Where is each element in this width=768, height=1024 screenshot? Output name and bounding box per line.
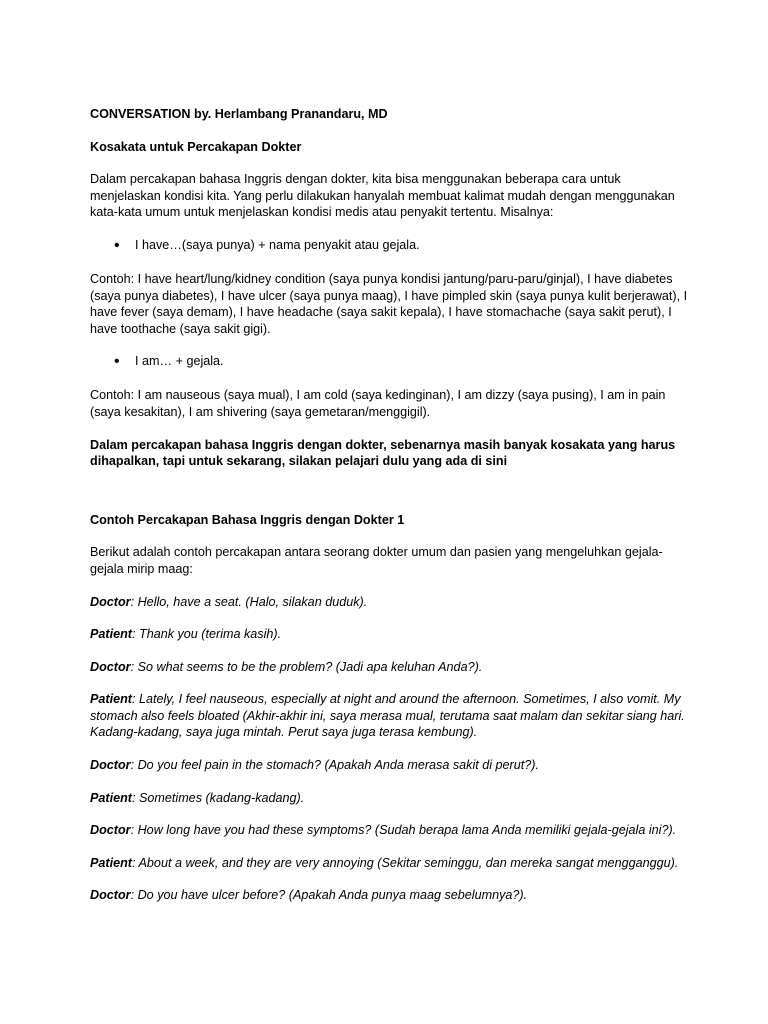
dialogue-text: : About a week, and they are very annoying (Sekitar seminggu, dan mereka sangat mengganggu). bbox=[132, 855, 679, 870]
dialogue-text: : Thank you (terima kasih). bbox=[132, 627, 282, 642]
speaker-label: Patient bbox=[90, 790, 132, 805]
bullet-text: I am… + gejala. bbox=[135, 354, 224, 369]
speaker-label: Doctor bbox=[90, 594, 131, 609]
speaker-label: Patient bbox=[90, 855, 132, 870]
speaker-label: Patient bbox=[90, 627, 132, 642]
example-paragraph-2: Contoh: I am nauseous (saya mual), I am cold (saya kedinginan), I am dizzy (saya pusing), I am in pain (saya kesakitan), I am shivering (saya gemetaran/menggigil). bbox=[90, 388, 666, 419]
dialogue-text: : Hello, have a seat. (Halo, silakan duduk). bbox=[130, 594, 368, 609]
dialogue-line bbox=[90, 757, 688, 774]
example-paragraph-1: Contoh: I have heart/lung/kidney condition (saya punya kondisi jantung/paru-paru/ginjal), I have diabetes (saya punya diabetes), I have ulcer (saya punya maag), I have pimpled skin (saya punya kulit berjerawat), I have fever (saya demam), I have headache (saya sakit kepala), I have stomachache (saya sakit perut), I have toothache (saya sakit gigi). bbox=[90, 271, 688, 336]
closing-paragraph: Dalam percakapan bahasa Inggris dengan dokter, sebenarnya masih banyak kosakata yang harus dihapalkan, tapi untuk sekarang, silakan pelajari dulu yang ada di sini bbox=[90, 437, 676, 469]
document-title: CONVERSATION by. Herlambang Pranandaru, MD bbox=[90, 107, 388, 121]
dialogue-text: : Sometimes (kadang-kadang). bbox=[132, 790, 305, 805]
dialogue-line bbox=[90, 822, 688, 839]
section-heading-vocabulary: Kosakata untuk Percakapan Dokter bbox=[90, 139, 302, 154]
dialogue-line bbox=[90, 626, 688, 643]
speaker-label: Patient bbox=[90, 692, 132, 707]
speaker-label: Doctor bbox=[90, 888, 131, 903]
bullet-icon: • bbox=[114, 353, 120, 371]
bullet-item-i-am bbox=[90, 353, 688, 371]
bullet-icon: • bbox=[114, 236, 120, 254]
dialogue-line bbox=[90, 594, 688, 611]
dialogue-text: : How long have you had these symptoms? (Sudah berapa lama Anda memiliki gejala-gejala ini?). bbox=[130, 823, 677, 838]
dialogue-text: : Do you have ulcer before? (Apakah Anda punya maag sebelumnya?). bbox=[130, 888, 528, 903]
dialogue-text: : Lately, I feel nauseous, especially at night and around the afternoon. Sometimes, I also vomit. My stomach also feels bloated (Akhir-akhir ini, saya merasa mual, terutama saat malam dan sekitar siang hari. Kadang-kadang, saya juga mintah. Perut saya juga terasa kembung). bbox=[90, 692, 685, 740]
dialogue-line bbox=[90, 855, 688, 872]
dialogue-text: : So what seems to be the problem? (Jadi apa keluhan Anda?). bbox=[130, 659, 483, 674]
dialogue-text: : Do you feel pain in the stomach? (Apakah Anda merasa sakit di perut?). bbox=[130, 758, 539, 773]
conversation-intro: Berikut adalah contoh percakapan antara seorang dokter umum dan pasien yang mengeluhkan gejala-gejala mirip maag: bbox=[90, 545, 663, 576]
dialogue-line bbox=[90, 659, 688, 676]
speaker-label: Doctor bbox=[90, 758, 131, 773]
intro-paragraph: Dalam percakapan bahasa Inggris dengan dokter, kita bisa menggunakan beberapa cara untuk menjelaskan kondisi kita. Yang perlu dilakukan hanyalah membuat kalimat mudah dengan menggunakan kata-kata umum untuk menjelaskan kondisi medis atau penyakit tertentu. Misalnya: bbox=[90, 172, 675, 220]
bullet-text: I have…(saya punya) + nama penyakit atau gejala. bbox=[135, 237, 420, 252]
dialogue-line bbox=[90, 887, 688, 904]
bullet-item-i-have bbox=[90, 237, 688, 255]
dialogue-line bbox=[90, 691, 688, 741]
dialogue-line bbox=[90, 790, 688, 807]
section-heading-conversation: Contoh Percakapan Bahasa Inggris dengan Dokter 1 bbox=[90, 512, 405, 527]
speaker-label: Doctor bbox=[90, 659, 131, 674]
speaker-label: Doctor bbox=[90, 823, 131, 838]
dialogue bbox=[90, 594, 688, 905]
